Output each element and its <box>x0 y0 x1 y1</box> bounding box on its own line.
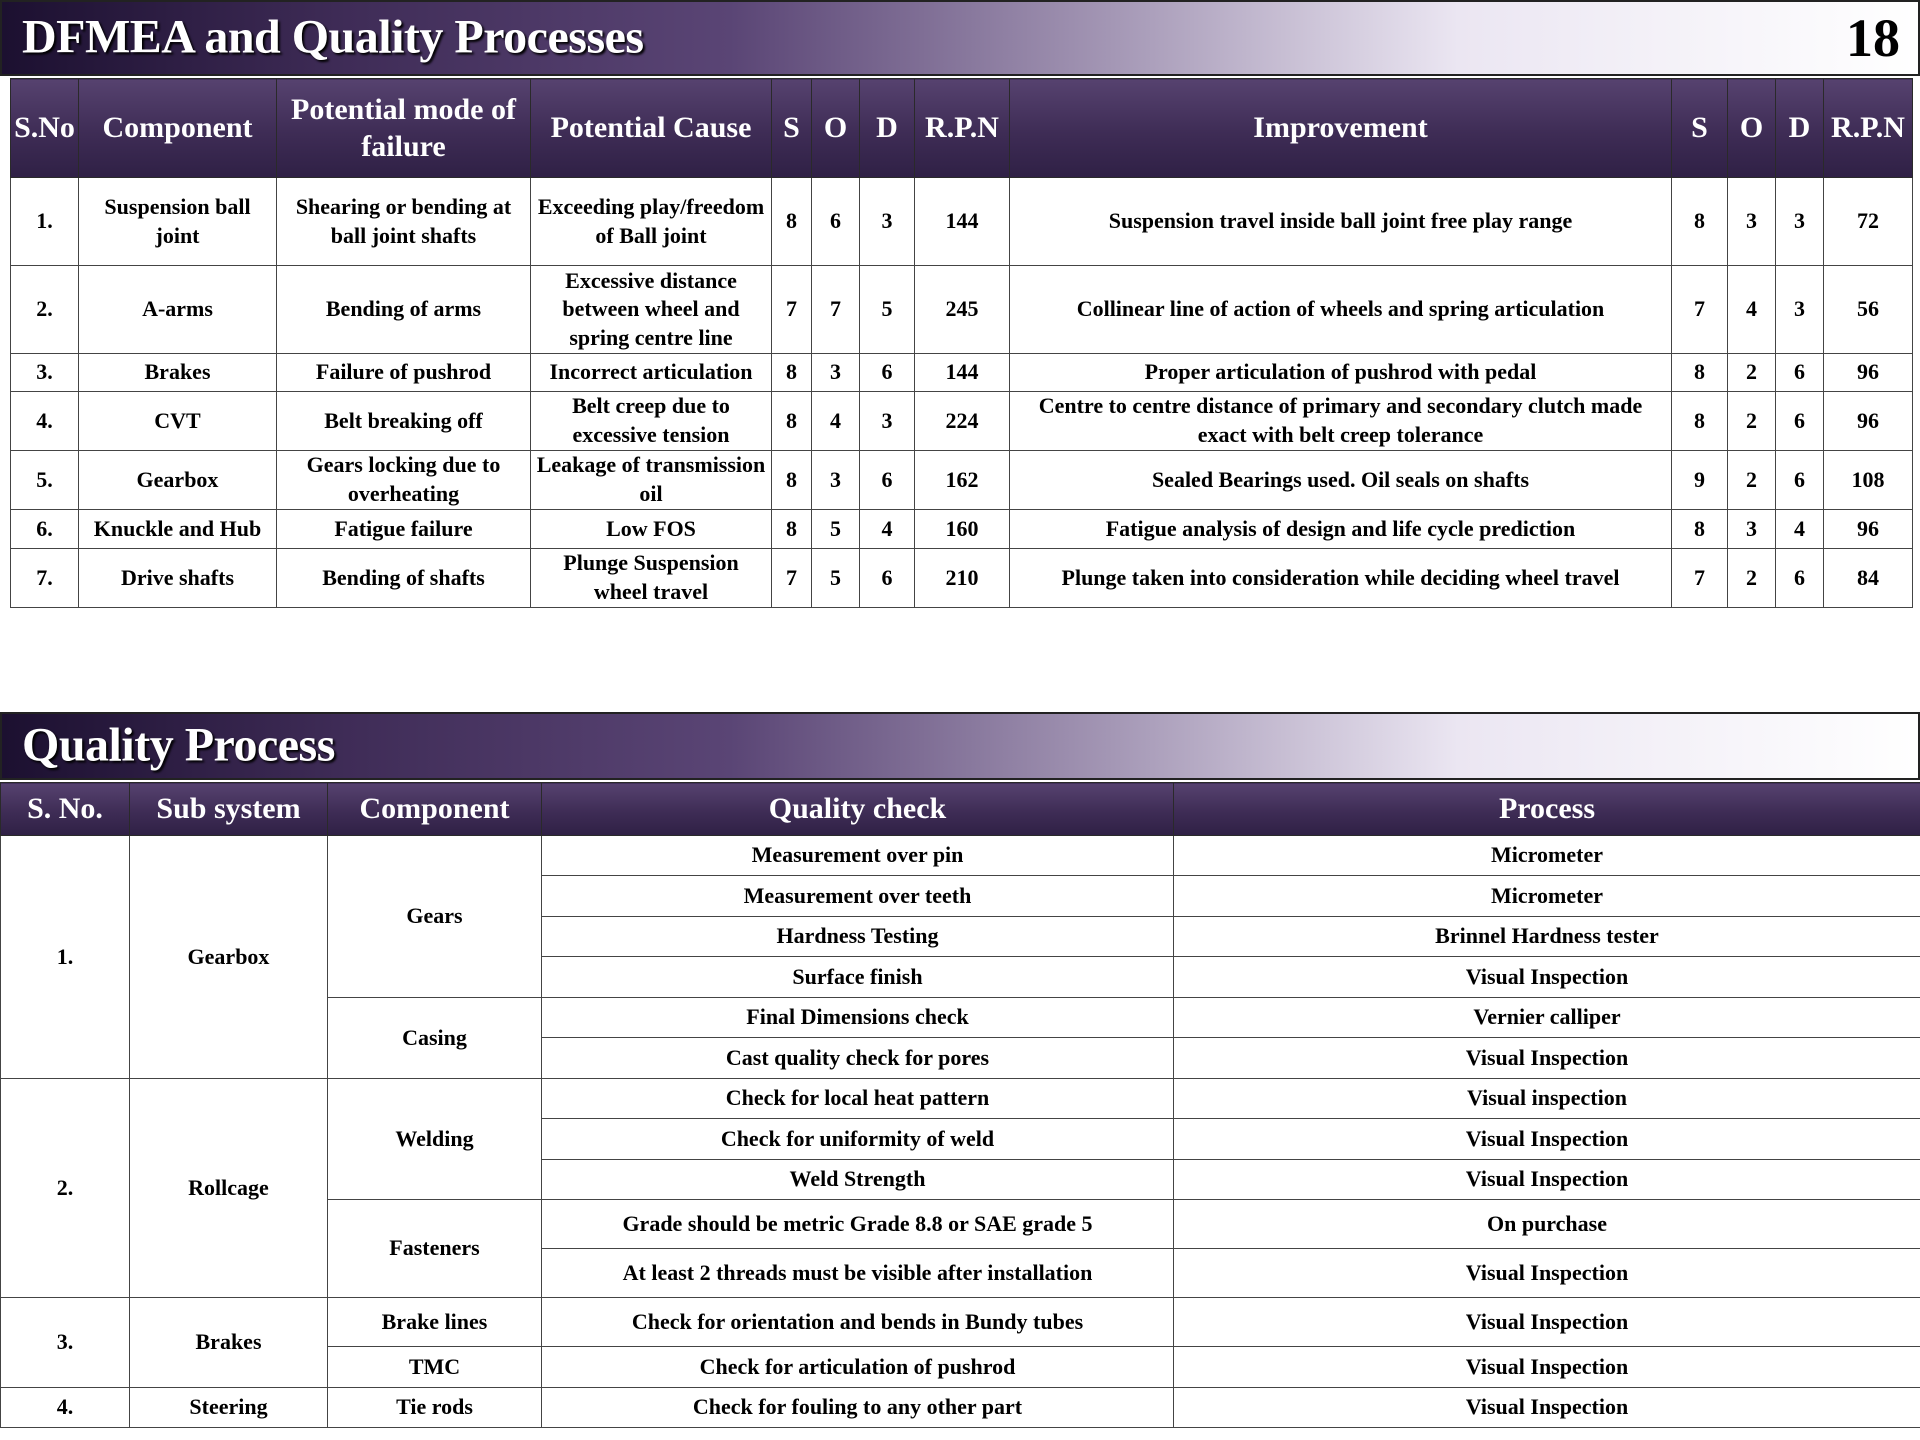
dfmea-cell: 7 <box>772 549 812 608</box>
quality-subsystem-cell: Gearbox <box>130 836 328 1079</box>
quality-check-cell: Final Dimensions check <box>542 998 1174 1038</box>
quality-component-cell: Welding <box>328 1079 542 1200</box>
quality-process-cell: Visual Inspection <box>1174 1038 1920 1079</box>
quality-body <box>1 836 1920 1428</box>
page-title: DFMEA and Quality Processes <box>22 10 644 64</box>
dfmea-cell: Suspension travel inside ball joint free play range <box>1010 178 1672 266</box>
quality-banner <box>0 712 1920 780</box>
dfmea-cell: Knuckle and Hub <box>79 510 277 549</box>
dfmea-cell: 4. <box>11 392 79 451</box>
quality-check-cell: Measurement over pin <box>542 836 1174 876</box>
dfmea-cell: 8 <box>772 510 812 549</box>
dfmea-cell: 224 <box>915 392 1010 451</box>
quality-process-cell: Visual Inspection <box>1174 1298 1920 1347</box>
dfmea-cell: 96 <box>1824 392 1913 451</box>
dfmea-row <box>11 266 1913 354</box>
quality-section-title: Quality Process <box>22 718 335 772</box>
dfmea-cell: Centre to centre distance of primary and secondary clutch made exact with belt creep tolerance <box>1010 392 1672 451</box>
dfmea-header-row <box>11 79 1913 178</box>
dfmea-cell: Belt creep due to excessive tension <box>531 392 772 451</box>
dfmea-cell: 5. <box>11 451 79 510</box>
dfmea-column-header: S.No <box>11 79 79 178</box>
dfmea-row <box>11 392 1913 451</box>
dfmea-cell: 8 <box>1672 392 1728 451</box>
dfmea-cell: Low FOS <box>531 510 772 549</box>
dfmea-body <box>11 178 1913 608</box>
dfmea-cell: A-arms <box>79 266 277 354</box>
quality-check-cell: Hardness Testing <box>542 917 1174 957</box>
dfmea-cell: 6 <box>1776 451 1824 510</box>
quality-row <box>1 836 1920 876</box>
dfmea-cell: 144 <box>915 178 1010 266</box>
dfmea-column-header: R.P.N <box>1824 79 1913 178</box>
quality-process-cell: Vernier calliper <box>1174 998 1920 1038</box>
quality-check-cell: Check for uniformity of weld <box>542 1119 1174 1160</box>
dfmea-cell: 6. <box>11 510 79 549</box>
dfmea-column-header: D <box>1776 79 1824 178</box>
dfmea-cell: 7. <box>11 549 79 608</box>
dfmea-cell: 84 <box>1824 549 1913 608</box>
quality-component-cell: Brake lines <box>328 1298 542 1347</box>
dfmea-column-header: R.P.N <box>915 79 1010 178</box>
quality-subsystem-cell: Rollcage <box>130 1079 328 1298</box>
quality-check-cell: Weld Strength <box>542 1160 1174 1200</box>
dfmea-cell: 3 <box>860 392 915 451</box>
dfmea-cell: 3 <box>812 354 860 392</box>
quality-process-table <box>0 782 1920 1428</box>
dfmea-cell: Shearing or bending at ball joint shafts <box>277 178 531 266</box>
dfmea-cell: 6 <box>860 549 915 608</box>
quality-check-cell: Check for fouling to any other part <box>542 1388 1174 1428</box>
quality-check-cell: Surface finish <box>542 957 1174 998</box>
quality-process-cell: Visual Inspection <box>1174 1119 1920 1160</box>
quality-sno-cell: 1. <box>1 836 130 1079</box>
dfmea-cell: 162 <box>915 451 1010 510</box>
dfmea-cell: 144 <box>915 354 1010 392</box>
dfmea-cell: 3 <box>1776 178 1824 266</box>
dfmea-cell: 3 <box>1776 266 1824 354</box>
dfmea-cell: 2 <box>1728 354 1776 392</box>
dfmea-cell: Gearbox <box>79 451 277 510</box>
quality-process-cell: Visual Inspection <box>1174 1160 1920 1200</box>
dfmea-column-header: Potential Cause <box>531 79 772 178</box>
dfmea-cell: Bending of shafts <box>277 549 531 608</box>
dfmea-column-header: Potential mode of failure <box>277 79 531 178</box>
dfmea-cell: 6 <box>1776 392 1824 451</box>
dfmea-cell: 8 <box>772 178 812 266</box>
quality-column-header: S. No. <box>1 783 130 836</box>
dfmea-cell: 160 <box>915 510 1010 549</box>
dfmea-cell: 6 <box>860 354 915 392</box>
dfmea-cell: Fatigue failure <box>277 510 531 549</box>
quality-process-cell: Visual Inspection <box>1174 1249 1920 1298</box>
quality-column-header: Quality check <box>542 783 1174 836</box>
dfmea-cell: 1. <box>11 178 79 266</box>
title-banner <box>0 0 1920 76</box>
dfmea-column-header: D <box>860 79 915 178</box>
dfmea-cell: Excessive distance between wheel and spring centre line <box>531 266 772 354</box>
quality-component-cell: Tie rods <box>328 1388 542 1428</box>
dfmea-cell: Incorrect articulation <box>531 354 772 392</box>
dfmea-row <box>11 451 1913 510</box>
dfmea-cell: 8 <box>1672 178 1728 266</box>
quality-component-cell: Casing <box>328 998 542 1079</box>
quality-sno-cell: 4. <box>1 1388 130 1428</box>
dfmea-cell: Belt breaking off <box>277 392 531 451</box>
dfmea-cell: 72 <box>1824 178 1913 266</box>
quality-header-row <box>1 783 1920 836</box>
dfmea-cell: 5 <box>860 266 915 354</box>
quality-sno-cell: 2. <box>1 1079 130 1298</box>
dfmea-cell: 3 <box>1728 178 1776 266</box>
quality-subsystem-cell: Brakes <box>130 1298 328 1388</box>
dfmea-column-header: S <box>772 79 812 178</box>
dfmea-cell: 7 <box>772 266 812 354</box>
dfmea-cell: 2 <box>1728 392 1776 451</box>
dfmea-row <box>11 354 1913 392</box>
quality-row <box>1 1388 1920 1428</box>
dfmea-cell: 5 <box>812 549 860 608</box>
quality-process-cell: Visual Inspection <box>1174 1388 1920 1428</box>
dfmea-cell: CVT <box>79 392 277 451</box>
dfmea-cell: 3 <box>812 451 860 510</box>
dfmea-cell: Exceeding play/freedom of Ball joint <box>531 178 772 266</box>
dfmea-cell: Plunge taken into consideration while deciding wheel travel <box>1010 549 1672 608</box>
dfmea-cell: 8 <box>772 392 812 451</box>
quality-process-cell: Visual Inspection <box>1174 1347 1920 1388</box>
quality-process-cell: Brinnel Hardness tester <box>1174 917 1920 957</box>
dfmea-row <box>11 178 1913 266</box>
dfmea-cell: 2 <box>1728 451 1776 510</box>
quality-component-cell: Gears <box>328 836 542 998</box>
dfmea-cell: 3 <box>1728 510 1776 549</box>
dfmea-cell: Suspension ball joint <box>79 178 277 266</box>
quality-process-cell: On purchase <box>1174 1200 1920 1249</box>
dfmea-cell: Proper articulation of pushrod with pedal <box>1010 354 1672 392</box>
dfmea-cell: Bending of arms <box>277 266 531 354</box>
dfmea-cell: Plunge Suspension wheel travel <box>531 549 772 608</box>
dfmea-cell: 96 <box>1824 510 1913 549</box>
dfmea-cell: Brakes <box>79 354 277 392</box>
dfmea-cell: 210 <box>915 549 1010 608</box>
quality-column-header: Sub system <box>130 783 328 836</box>
dfmea-cell: 6 <box>1776 354 1824 392</box>
dfmea-column-header: S <box>1672 79 1728 178</box>
dfmea-row <box>11 549 1913 608</box>
dfmea-cell: Leakage of transmission oil <box>531 451 772 510</box>
dfmea-column-header: O <box>1728 79 1776 178</box>
dfmea-cell: 4 <box>812 392 860 451</box>
dfmea-column-header: Improvement <box>1010 79 1672 178</box>
quality-check-cell: Check for local heat pattern <box>542 1079 1174 1119</box>
dfmea-cell: 7 <box>812 266 860 354</box>
dfmea-cell: Gears locking due to overheating <box>277 451 531 510</box>
quality-check-cell: Check for articulation of pushrod <box>542 1347 1174 1388</box>
dfmea-cell: Drive shafts <box>79 549 277 608</box>
dfmea-column-header: Component <box>79 79 277 178</box>
quality-check-cell: At least 2 threads must be visible after installation <box>542 1249 1174 1298</box>
quality-component-cell: TMC <box>328 1347 542 1388</box>
dfmea-cell: 108 <box>1824 451 1913 510</box>
dfmea-cell: 4 <box>860 510 915 549</box>
quality-check-cell: Measurement over teeth <box>542 876 1174 917</box>
quality-check-cell: Cast quality check for pores <box>542 1038 1174 1079</box>
dfmea-cell: 96 <box>1824 354 1913 392</box>
quality-subsystem-cell: Steering <box>130 1388 328 1428</box>
dfmea-cell: 6 <box>812 178 860 266</box>
dfmea-cell: 2 <box>1728 549 1776 608</box>
dfmea-cell: 6 <box>860 451 915 510</box>
page-number: 18 <box>1846 8 1900 68</box>
dfmea-cell: 3. <box>11 354 79 392</box>
dfmea-cell: 56 <box>1824 266 1913 354</box>
dfmea-cell: Collinear line of action of wheels and spring articulation <box>1010 266 1672 354</box>
dfmea-cell: 5 <box>812 510 860 549</box>
quality-process-cell: Micrometer <box>1174 836 1920 876</box>
dfmea-cell: 3 <box>860 178 915 266</box>
dfmea-cell: 8 <box>772 354 812 392</box>
dfmea-cell: 6 <box>1776 549 1824 608</box>
dfmea-cell: 4 <box>1728 266 1776 354</box>
dfmea-column-header: O <box>812 79 860 178</box>
dfmea-cell: 8 <box>772 451 812 510</box>
quality-sno-cell: 3. <box>1 1298 130 1388</box>
dfmea-row <box>11 510 1913 549</box>
dfmea-cell: Sealed Bearings used. Oil seals on shafts <box>1010 451 1672 510</box>
quality-row <box>1 1298 1920 1347</box>
quality-process-cell: Visual inspection <box>1174 1079 1920 1119</box>
quality-process-cell: Visual Inspection <box>1174 957 1920 998</box>
quality-row <box>1 1079 1920 1119</box>
dfmea-cell: 2. <box>11 266 79 354</box>
dfmea-cell: Fatigue analysis of design and life cycle prediction <box>1010 510 1672 549</box>
dfmea-cell: 7 <box>1672 549 1728 608</box>
dfmea-cell: 8 <box>1672 354 1728 392</box>
quality-check-cell: Grade should be metric Grade 8.8 or SAE grade 5 <box>542 1200 1174 1249</box>
dfmea-cell: 8 <box>1672 510 1728 549</box>
dfmea-table <box>10 78 1913 608</box>
dfmea-cell: Failure of pushrod <box>277 354 531 392</box>
dfmea-cell: 7 <box>1672 266 1728 354</box>
quality-check-cell: Check for orientation and bends in Bundy tubes <box>542 1298 1174 1347</box>
quality-process-cell: Micrometer <box>1174 876 1920 917</box>
quality-column-header: Component <box>328 783 542 836</box>
dfmea-cell: 245 <box>915 266 1010 354</box>
quality-column-header: Process <box>1174 783 1920 836</box>
quality-component-cell: Fasteners <box>328 1200 542 1298</box>
dfmea-cell: 4 <box>1776 510 1824 549</box>
dfmea-cell: 9 <box>1672 451 1728 510</box>
